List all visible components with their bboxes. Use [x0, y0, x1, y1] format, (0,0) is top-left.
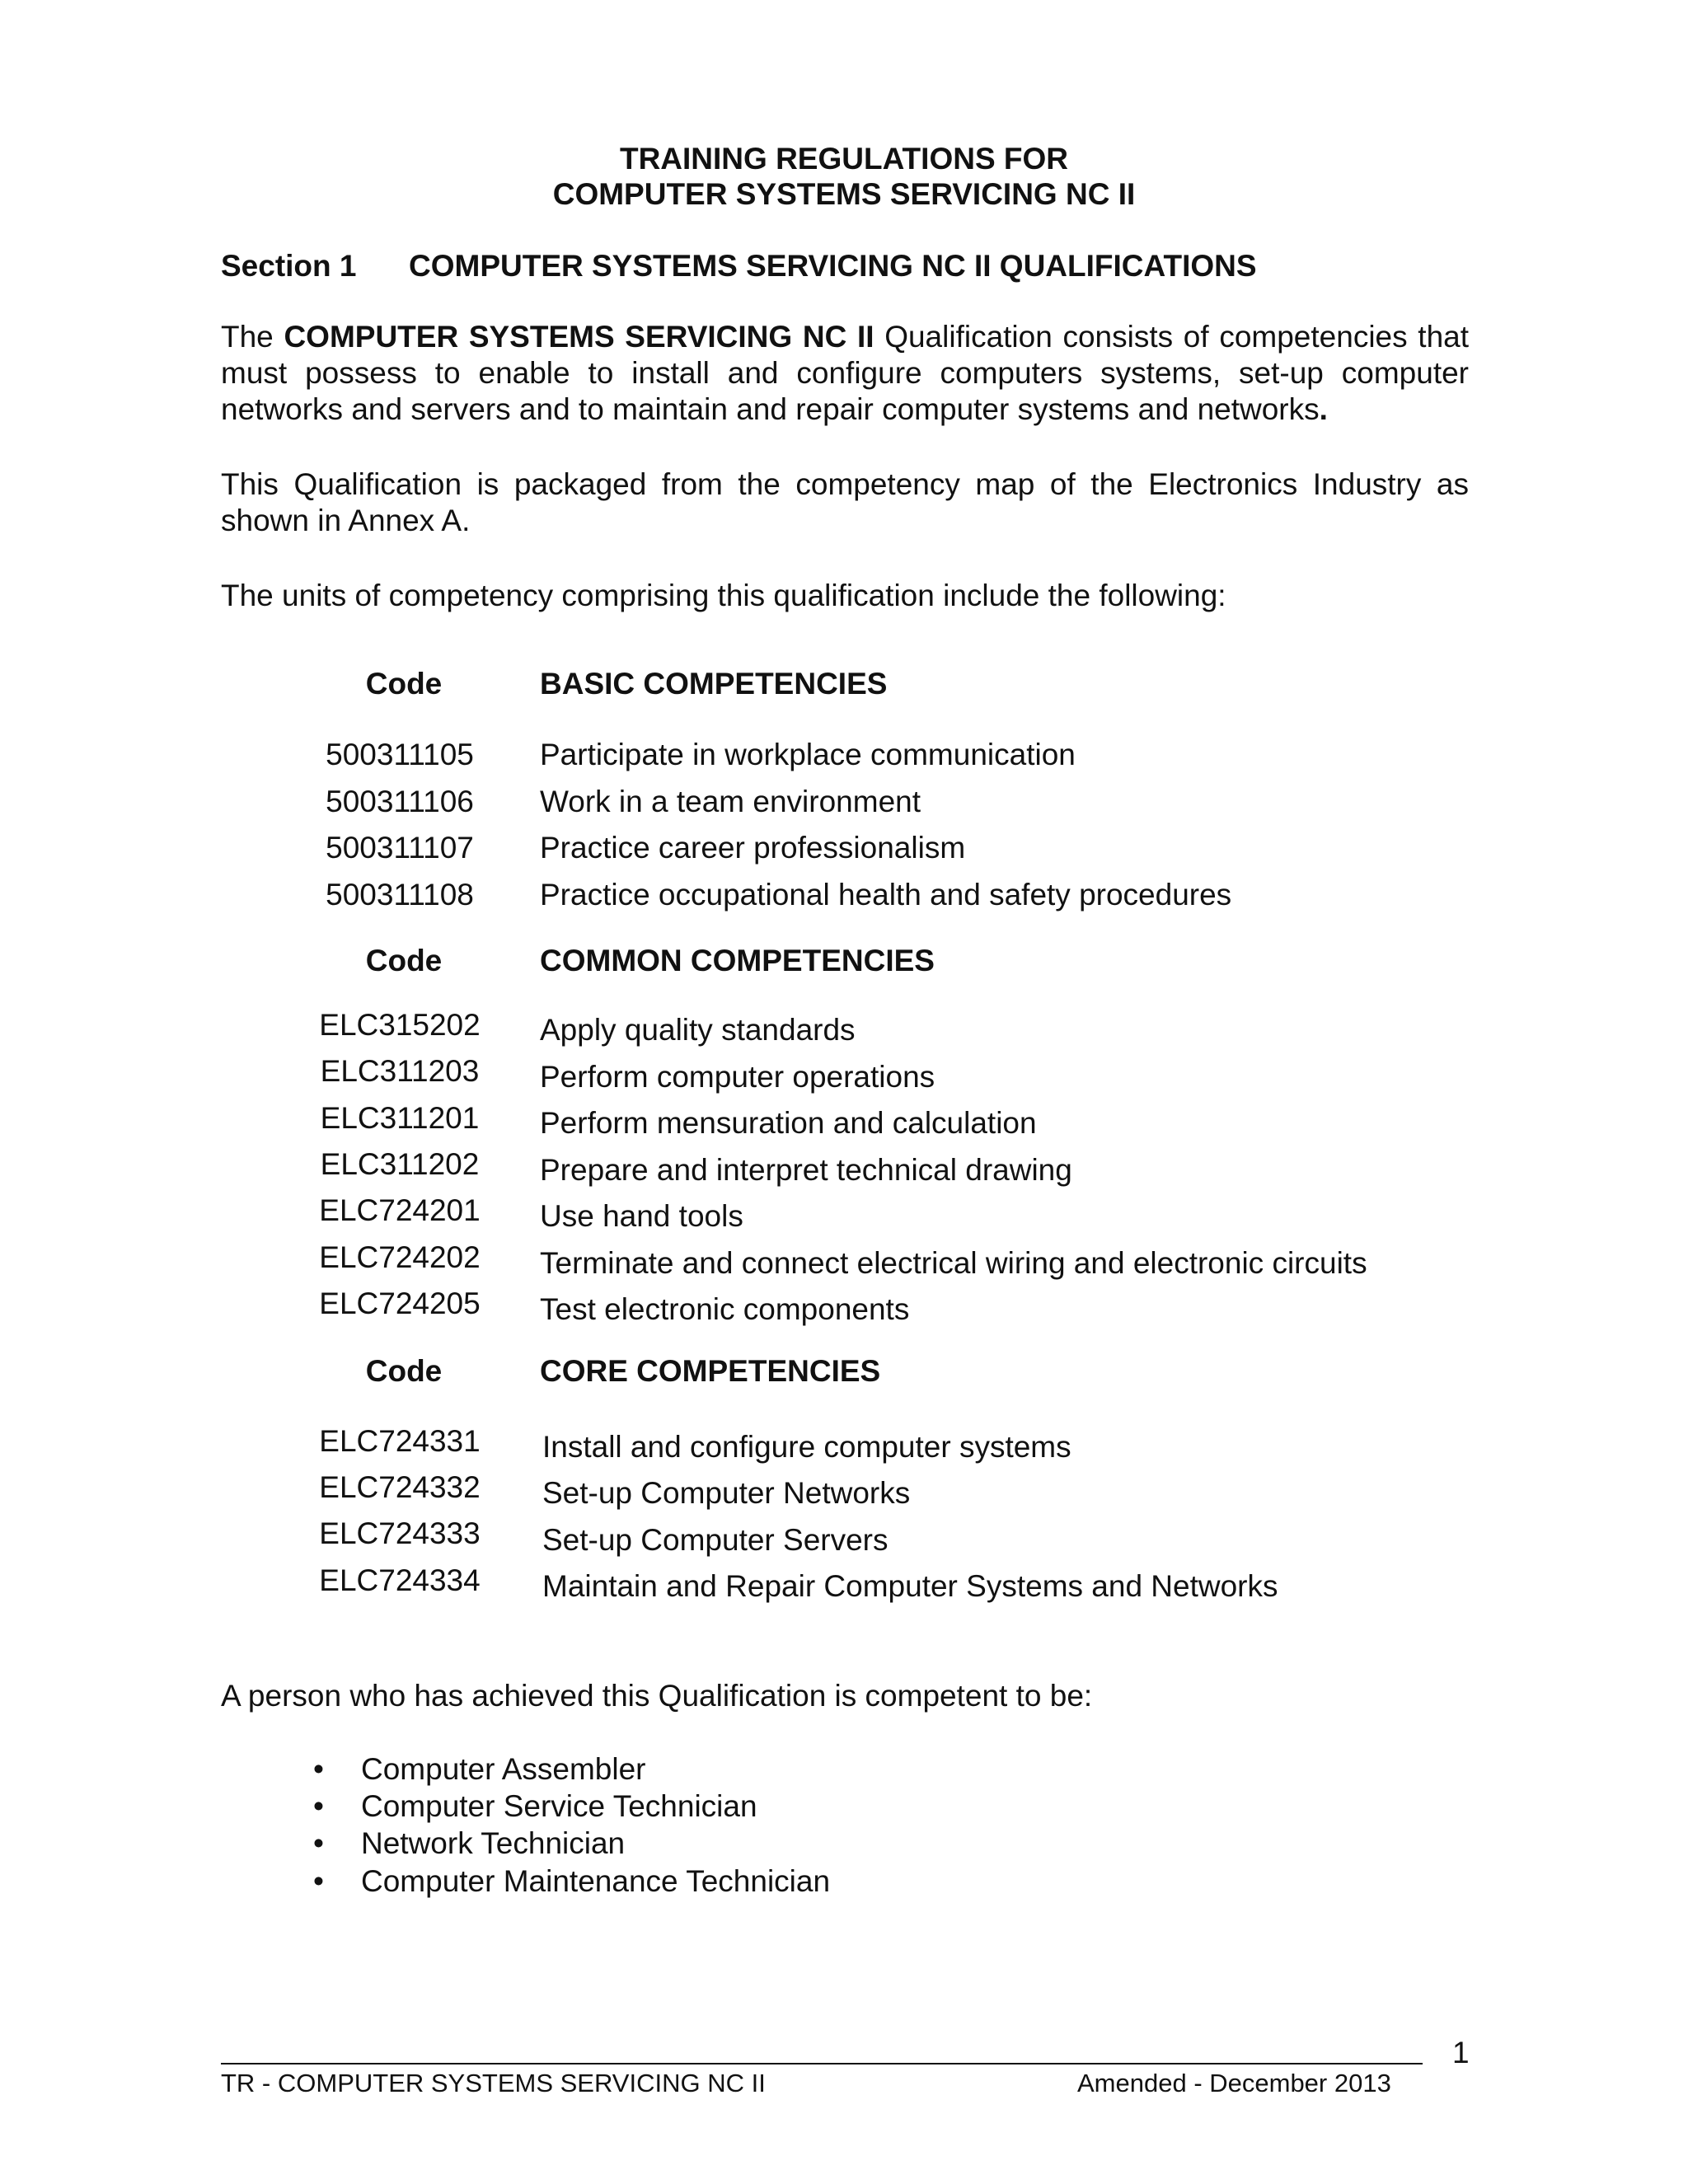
section-number: Section 1	[221, 249, 357, 283]
intro-qualification-name: COMPUTER SYSTEMS SERVICING NC II	[284, 320, 874, 354]
common-code: ELC724202	[319, 1240, 481, 1274]
footer-amended-date: Amended - December 2013	[1077, 2069, 1391, 2097]
intro-the: The	[221, 320, 274, 354]
common-code-header: Code	[365, 944, 443, 977]
core-desc: Set-up Computer Servers	[542, 1523, 889, 1557]
bullet-icon: •	[313, 1752, 324, 1786]
basic-code: 500311105	[326, 738, 474, 771]
intro-rest: Qualification consists of competencies that must possess to enable to install and configure computers systems, set-up computer networks and servers and to maintain and repair computer systems and networks	[221, 320, 1470, 426]
common-code: ELC311202	[320, 1147, 480, 1181]
bullet-icon: •	[313, 1826, 324, 1860]
basic-desc: Participate in workplace communication	[540, 738, 1076, 771]
intro-final-period: .	[1319, 392, 1328, 426]
competent-intro: A person who has achieved this Qualification is competent to be:	[221, 1679, 1093, 1713]
page-number: 1	[1452, 2036, 1470, 2069]
role-text: Computer Maintenance Technician	[361, 1864, 831, 1898]
core-desc: Install and configure computer systems	[542, 1430, 1071, 1464]
role-text: Network Technician	[361, 1826, 626, 1860]
common-desc: Perform mensuration and calculation	[540, 1106, 1037, 1140]
role-text: Computer Service Technician	[361, 1789, 757, 1823]
common-code: ELC311203	[320, 1054, 480, 1088]
core-code: ELC724334	[319, 1563, 481, 1597]
common-desc: Test electronic components	[540, 1292, 910, 1326]
core-competencies-header: CORE COMPETENCIES	[540, 1354, 881, 1388]
footer-document-title: TR - COMPUTER SYSTEMS SERVICING NC II	[221, 2069, 766, 2097]
basic-desc: Work in a team environment	[540, 785, 921, 818]
core-code: ELC724332	[319, 1470, 481, 1504]
role-text: Computer Assembler	[361, 1752, 646, 1786]
footer-divider	[221, 2063, 1423, 2064]
basic-competencies-header: BASIC COMPETENCIES	[540, 667, 888, 701]
basic-code: 500311107	[326, 831, 474, 865]
units-intro: The units of competency comprising this qualification include the following:	[221, 579, 1226, 612]
core-desc: Maintain and Repair Computer Systems and Networks	[542, 1569, 1278, 1603]
core-code: ELC724331	[319, 1424, 481, 1458]
common-desc: Perform computer operations	[540, 1060, 935, 1094]
document-title-line1: TRAINING REGULATIONS FOR	[619, 142, 1068, 176]
common-competencies-header: COMMON COMPETENCIES	[540, 944, 935, 977]
document-title-line2: COMPUTER SYSTEMS SERVICING NC II	[552, 177, 1136, 211]
common-code: ELC315202	[319, 1008, 481, 1042]
packaged-paragraph: This Qualification is packaged from the competency map of the Electronics Industry as shown in Annex A.	[221, 467, 1469, 537]
section-title: COMPUTER SYSTEMS SERVICING NC II QUALIFICATIONS	[409, 249, 1257, 283]
bullet-icon: •	[313, 1789, 324, 1823]
basic-desc: Practice occupational health and safety procedures	[540, 878, 1232, 912]
common-desc: Apply quality standards	[540, 1013, 856, 1047]
intro-paragraph	[221, 319, 1469, 428]
common-desc: Prepare and interpret technical drawing	[540, 1153, 1072, 1187]
basic-code: 500311108	[326, 878, 474, 912]
bullet-icon: •	[313, 1864, 324, 1898]
core-desc: Set-up Computer Networks	[542, 1476, 911, 1510]
common-code: ELC311201	[320, 1101, 480, 1135]
common-desc: Use hand tools	[540, 1199, 743, 1233]
basic-code: 500311106	[326, 785, 474, 818]
common-code: ELC724201	[319, 1193, 481, 1227]
basic-desc: Practice career professionalism	[540, 831, 966, 865]
common-desc: Terminate and connect electrical wiring and electronic circuits	[540, 1246, 1367, 1280]
basic-code-header: Code	[365, 667, 443, 701]
core-code: ELC724333	[319, 1516, 481, 1550]
core-code-header: Code	[365, 1354, 443, 1388]
common-code: ELC724205	[319, 1286, 481, 1320]
